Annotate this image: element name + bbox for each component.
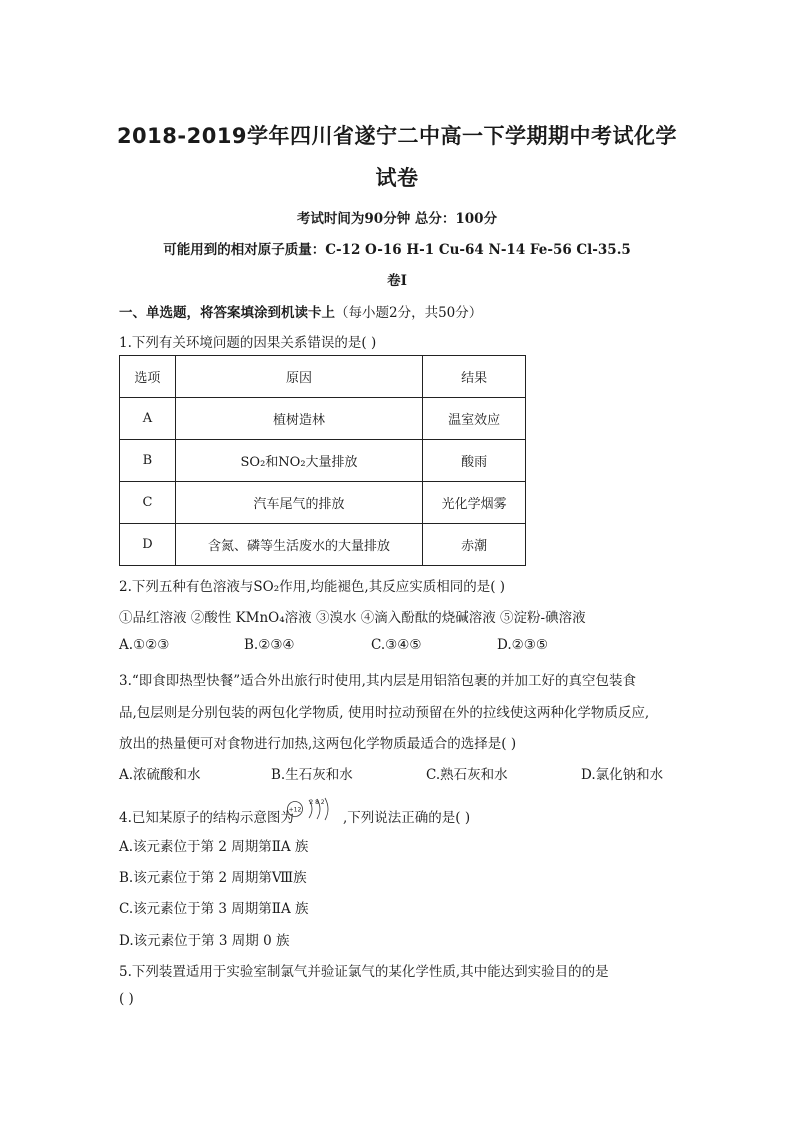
atom-structure-diagram xyxy=(287,796,343,822)
q2-items: ①品红溶液 ②酸性 KMnO₄溶液 ③溴水 ④滴入酚酞的烧碱溶液 ⑤淀粉-碘溶液 xyxy=(119,610,586,626)
table-cell: 植树造林 xyxy=(175,398,422,440)
q1-table xyxy=(119,355,526,566)
table-header-cell: 选项 xyxy=(120,356,176,398)
table-row xyxy=(120,398,526,440)
q3-line3: 放出的热量便可对食物进行加热,这两包化学物质最适合的选择是( ) xyxy=(119,736,517,752)
q4-stem-before: 4.已知某原子的结构示意图为 xyxy=(119,810,294,826)
table-header-cell: 原因 xyxy=(175,356,422,398)
q3-option-a: A.浓硫酸和水 xyxy=(119,767,201,783)
q1-stem: 1.下列有关环境问题的因果关系错误的是( ) xyxy=(119,335,377,351)
exam-title-line2: 试卷 xyxy=(375,166,419,190)
q3-option-d: D.氯化钠和水 xyxy=(581,767,664,783)
atom-nucleus-label: +12 xyxy=(288,806,302,814)
table-cell: 酸雨 xyxy=(423,440,526,482)
table-cell: C xyxy=(120,482,176,524)
exam-time-info: 考试时间为90分钟 总分：100分 xyxy=(296,211,498,227)
q4-option-a: A.该元素位于第 2 周期第ⅡA 族 xyxy=(119,839,309,855)
q2-stem: 2.下列五种有色溶液与SO₂作用,均能褪色,其反应实质相同的是( ) xyxy=(119,579,506,595)
q2-option-d: D.②③⑤ xyxy=(497,637,548,653)
q4-option-b: B.该元素位于第 2 周期第Ⅷ族 xyxy=(119,870,307,886)
table-cell: SO₂和NO₂大量排放 xyxy=(175,440,422,482)
atomic-masses: 可能用到的相对原子质量：C-12 O-16 H-1 Cu-64 N-14 Fe-56 Cl-35.5 xyxy=(163,242,631,258)
table-cell: 赤潮 xyxy=(423,524,526,566)
atom-shell-electrons: 2 8 2 xyxy=(309,799,325,806)
q2-option-c: C.③④⑤ xyxy=(371,637,422,653)
q3-option-c: C.熟石灰和水 xyxy=(426,767,508,783)
table-cell: D xyxy=(120,524,176,566)
table-header-cell: 结果 xyxy=(423,356,526,398)
table-cell: 温室效应 xyxy=(423,398,526,440)
q5-line1: 5.下列装置适用于实验室制氯气并验证氯气的某化学性质,其中能达到实验目的的是 xyxy=(119,964,609,980)
table-cell: 光化学烟雾 xyxy=(423,482,526,524)
q2-option-a: A.①②③ xyxy=(119,637,170,653)
table-cell: B xyxy=(120,440,176,482)
table-row xyxy=(120,524,526,566)
table-header-row xyxy=(120,356,526,398)
section1-heading xyxy=(119,301,482,321)
q2-option-b: B.②③④ xyxy=(244,637,295,653)
table-cell: 汽车尾气的排放 xyxy=(175,482,422,524)
q4-option-c: C.该元素位于第 3 周期第ⅡA 族 xyxy=(119,901,309,917)
q3-line2: 品,包层则是分别包装的两包化学物质, 使用时拉动预留在外的拉线使这两种化学物质反应, xyxy=(119,705,650,721)
q4-option-d: D.该元素位于第 3 周期 0 族 xyxy=(119,933,290,949)
table-cell: 含氮、磷等生活废水的大量排放 xyxy=(175,524,422,566)
section1-heading-bold: 一、单选题，将答案填涂到机读卡上 xyxy=(119,305,335,321)
table-cell: A xyxy=(120,398,176,440)
section1-heading-rest: （每小题2分，共50分） xyxy=(335,305,483,321)
q3-line1: 3.“即食即热型快餐”适合外出旅行时使用,其内层是用铝箔包裹的并加工好的真空包装食 xyxy=(119,673,636,689)
table-row xyxy=(120,440,526,482)
volume-label: 卷Ⅰ xyxy=(387,273,407,289)
table-row xyxy=(120,482,526,524)
q5-line2: ( ) xyxy=(119,991,134,1007)
exam-title-line1: 2018-2019学年四川省遂宁二中高一下学期期中考试化学 xyxy=(116,124,678,148)
q3-option-b: B.生石灰和水 xyxy=(271,767,353,783)
q4-stem-after: ,下列说法正确的是( ) xyxy=(343,810,471,826)
